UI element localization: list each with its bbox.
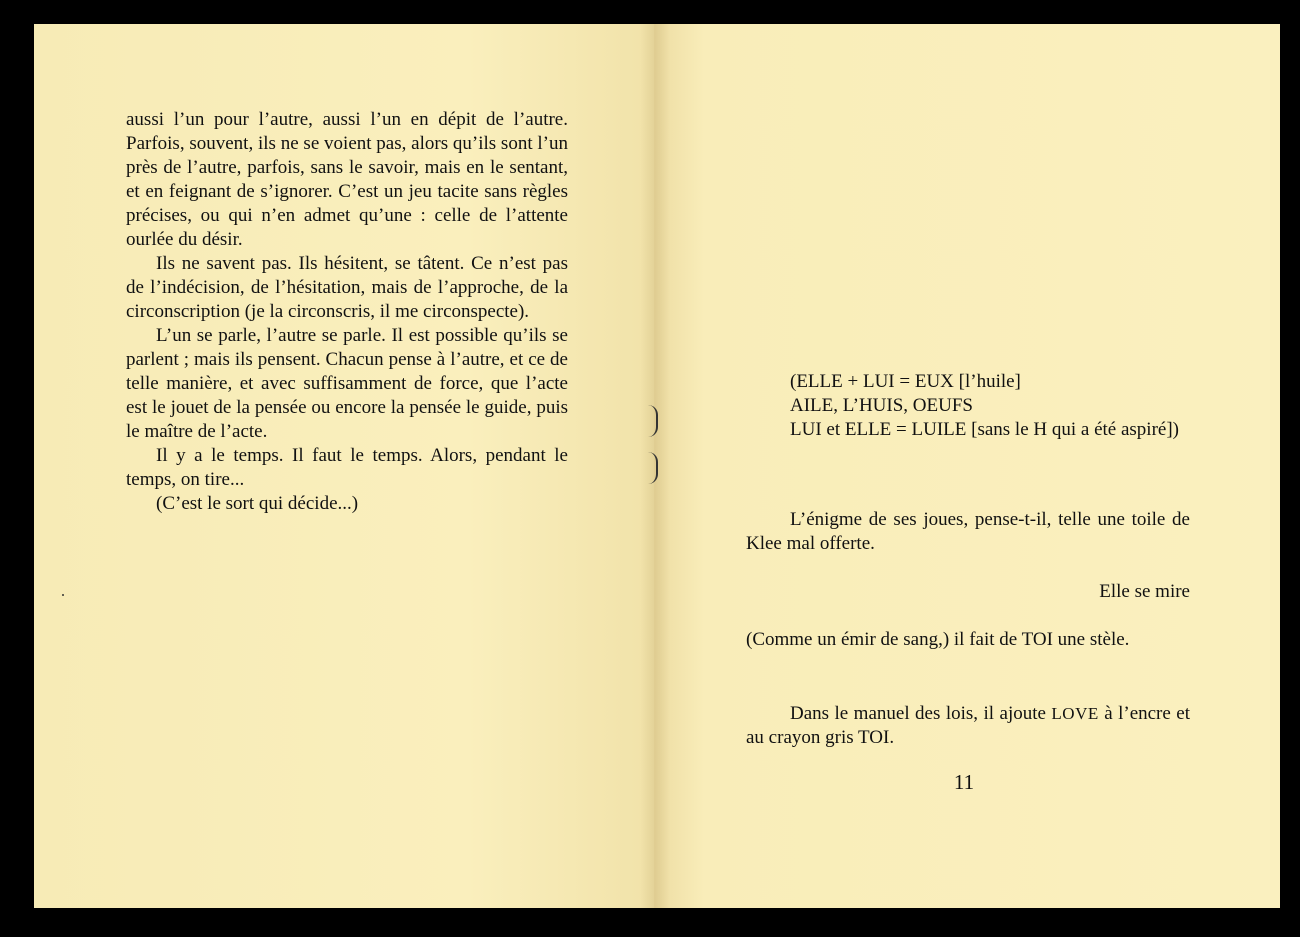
manuel-after: à l’encre et au crayon gris TOI. — [746, 703, 1190, 748]
left-page-text — [126, 108, 568, 516]
mire-text: Elle se mire — [1099, 581, 1190, 602]
emir-paragraph — [746, 628, 1190, 652]
poem-block — [746, 370, 1190, 442]
manuel-before: Dans le manuel des lois, il ajoute — [790, 703, 1052, 724]
poem-line-2: AILE, L’HUIS, OEUFS — [790, 395, 973, 416]
paragraph-2: Ils ne savent pas. Ils hésitent, se tâtent. Ce n’est pas de l’indécision, de l’hésitation, mais de l’approche, de la circonscription (je la circonscris, il me circonspecte). — [126, 253, 568, 322]
enigme-paragraph — [746, 508, 1190, 556]
paragraph-3: L’un se parle, l’autre se parle. Il est possible qu’ils se parlent ; mais ils pensent. Chacun pense à l’autre, et ce de telle manière, et avec suffisamment de force, que l’acte est le jouet de la pensée ou encore la pensée le guide, puis le maître de l’acte. — [126, 325, 568, 442]
paragraph-5: (C’est le sort qui décide...) — [156, 493, 359, 514]
page-number: 11 — [953, 770, 975, 794]
paragraph-1: aussi l’un pour l’autre, aussi l’un en dépit de l’autre. Parfois, souvent, ils ne se voient pas, alors qu’ils sont l’un près de l’autre, parfois, sans le savoir, mais en le sentant, et en feignant de s’ignorer. C’est un jeu tacite sans règles précises, ou qui n’en admet qu’une : celle de l’attente ourlée du désir. — [126, 109, 568, 250]
enigme-text: L’énigme de ses joues, pense-t-il, telle une toile de Klee mal offerte. — [746, 509, 1190, 554]
love-word: LOVE — [1051, 704, 1099, 723]
emir-text: (Comme un émir de sang,) il fait de TOI une stèle. — [746, 629, 1130, 650]
staple-bottom — [648, 452, 658, 484]
right-page — [654, 24, 1280, 908]
staple-top — [648, 405, 658, 437]
manuel-text — [746, 702, 1190, 750]
poem-line-3: LUI et ELLE = LUILE [sans le H qui a été aspiré]) — [790, 419, 1179, 440]
mire-line — [746, 580, 1190, 604]
manuel-paragraph — [746, 702, 1190, 750]
poem-line-1: (ELLE + LUI = EUX [l’huile] — [790, 371, 1021, 392]
left-page — [34, 24, 654, 908]
speck — [62, 594, 64, 596]
paragraph-4: Il y a le temps. Il faut le temps. Alors, pendant le temps, on tire... — [126, 445, 568, 490]
